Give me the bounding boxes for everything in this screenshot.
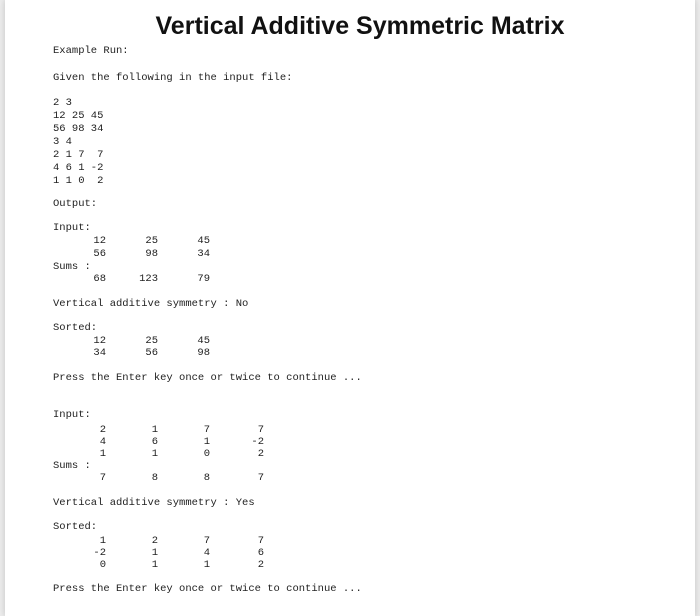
sorted-cell: 56 bbox=[145, 347, 158, 359]
run2-sums-label: Sums : bbox=[53, 460, 91, 472]
sum-cell: 7 bbox=[99, 472, 106, 484]
sorted-cell: 7 bbox=[257, 535, 264, 547]
run1-press-enter: Press the Enter key once or twice to continue ... bbox=[53, 372, 362, 384]
matrix-cell: 4 bbox=[99, 436, 106, 448]
example-run-label: Example Run: bbox=[53, 45, 129, 57]
sum-cell: 79 bbox=[197, 273, 210, 285]
sorted-cell: 25 bbox=[145, 335, 158, 347]
matrix-cell: 56 bbox=[93, 248, 106, 260]
run1-input-label: Input: bbox=[53, 222, 91, 234]
sorted-cell: 12 bbox=[93, 335, 106, 347]
sorted-cell: 98 bbox=[197, 347, 210, 359]
sum-cell: 123 bbox=[139, 273, 158, 285]
matrix-cell: 1 bbox=[151, 424, 158, 436]
matrix-cell: 1 bbox=[151, 448, 158, 460]
sorted-cell: 2 bbox=[151, 535, 158, 547]
matrix-cell: 2 bbox=[99, 424, 106, 436]
run1-symmetry-result: Vertical additive symmetry : No bbox=[53, 298, 249, 310]
matrix-cell: 45 bbox=[197, 235, 210, 247]
run2-symmetry-result: Vertical additive symmetry : Yes bbox=[53, 497, 255, 509]
matrix-cell: -2 bbox=[251, 436, 264, 448]
matrix-cell: 12 bbox=[93, 235, 106, 247]
input-file-line: 2 3 bbox=[53, 97, 72, 109]
sum-cell: 7 bbox=[257, 472, 264, 484]
sorted-cell: 2 bbox=[257, 559, 264, 571]
matrix-cell: 1 bbox=[99, 448, 106, 460]
sorted-cell: 45 bbox=[197, 335, 210, 347]
sorted-cell: 1 bbox=[99, 535, 106, 547]
sorted-cell: 7 bbox=[203, 535, 210, 547]
matrix-cell: 1 bbox=[203, 436, 210, 448]
run1-sums-label: Sums : bbox=[53, 261, 91, 273]
input-file-line: 4 6 1 -2 bbox=[53, 162, 104, 174]
sorted-cell: -2 bbox=[93, 547, 106, 559]
matrix-cell: 2 bbox=[257, 448, 264, 460]
matrix-cell: 7 bbox=[203, 424, 210, 436]
sorted-cell: 6 bbox=[257, 547, 264, 559]
sum-cell: 8 bbox=[203, 472, 210, 484]
sorted-cell: 4 bbox=[203, 547, 210, 559]
sorted-cell: 34 bbox=[93, 347, 106, 359]
run2-sorted-label: Sorted: bbox=[53, 521, 98, 533]
input-file-line: 1 1 0 2 bbox=[53, 175, 104, 187]
sorted-cell: 0 bbox=[99, 559, 106, 571]
run1-sorted-label: Sorted: bbox=[53, 322, 98, 334]
sorted-cell: 1 bbox=[151, 559, 158, 571]
matrix-cell: 6 bbox=[151, 436, 158, 448]
matrix-cell: 98 bbox=[145, 248, 158, 260]
page-title: Vertical Additive Symmetric Matrix bbox=[155, 12, 565, 40]
given-text: Given the following in the input file: bbox=[53, 72, 293, 84]
run2-press-enter: Press the Enter key once or twice to continue ... bbox=[53, 583, 362, 595]
output-label: Output: bbox=[53, 198, 98, 210]
sorted-cell: 1 bbox=[151, 547, 158, 559]
sum-cell: 8 bbox=[151, 472, 158, 484]
run2-input-label: Input: bbox=[53, 409, 91, 421]
input-file-line: 12 25 45 bbox=[53, 110, 104, 122]
matrix-cell: 7 bbox=[257, 424, 264, 436]
matrix-cell: 25 bbox=[145, 235, 158, 247]
sorted-cell: 1 bbox=[203, 559, 210, 571]
matrix-cell: 0 bbox=[203, 448, 210, 460]
sum-cell: 68 bbox=[93, 273, 106, 285]
matrix-cell: 34 bbox=[197, 248, 210, 260]
input-file-line: 2 1 7 7 bbox=[53, 149, 104, 161]
input-file-line: 56 98 34 bbox=[53, 123, 104, 135]
input-file-line: 3 4 bbox=[53, 136, 72, 148]
